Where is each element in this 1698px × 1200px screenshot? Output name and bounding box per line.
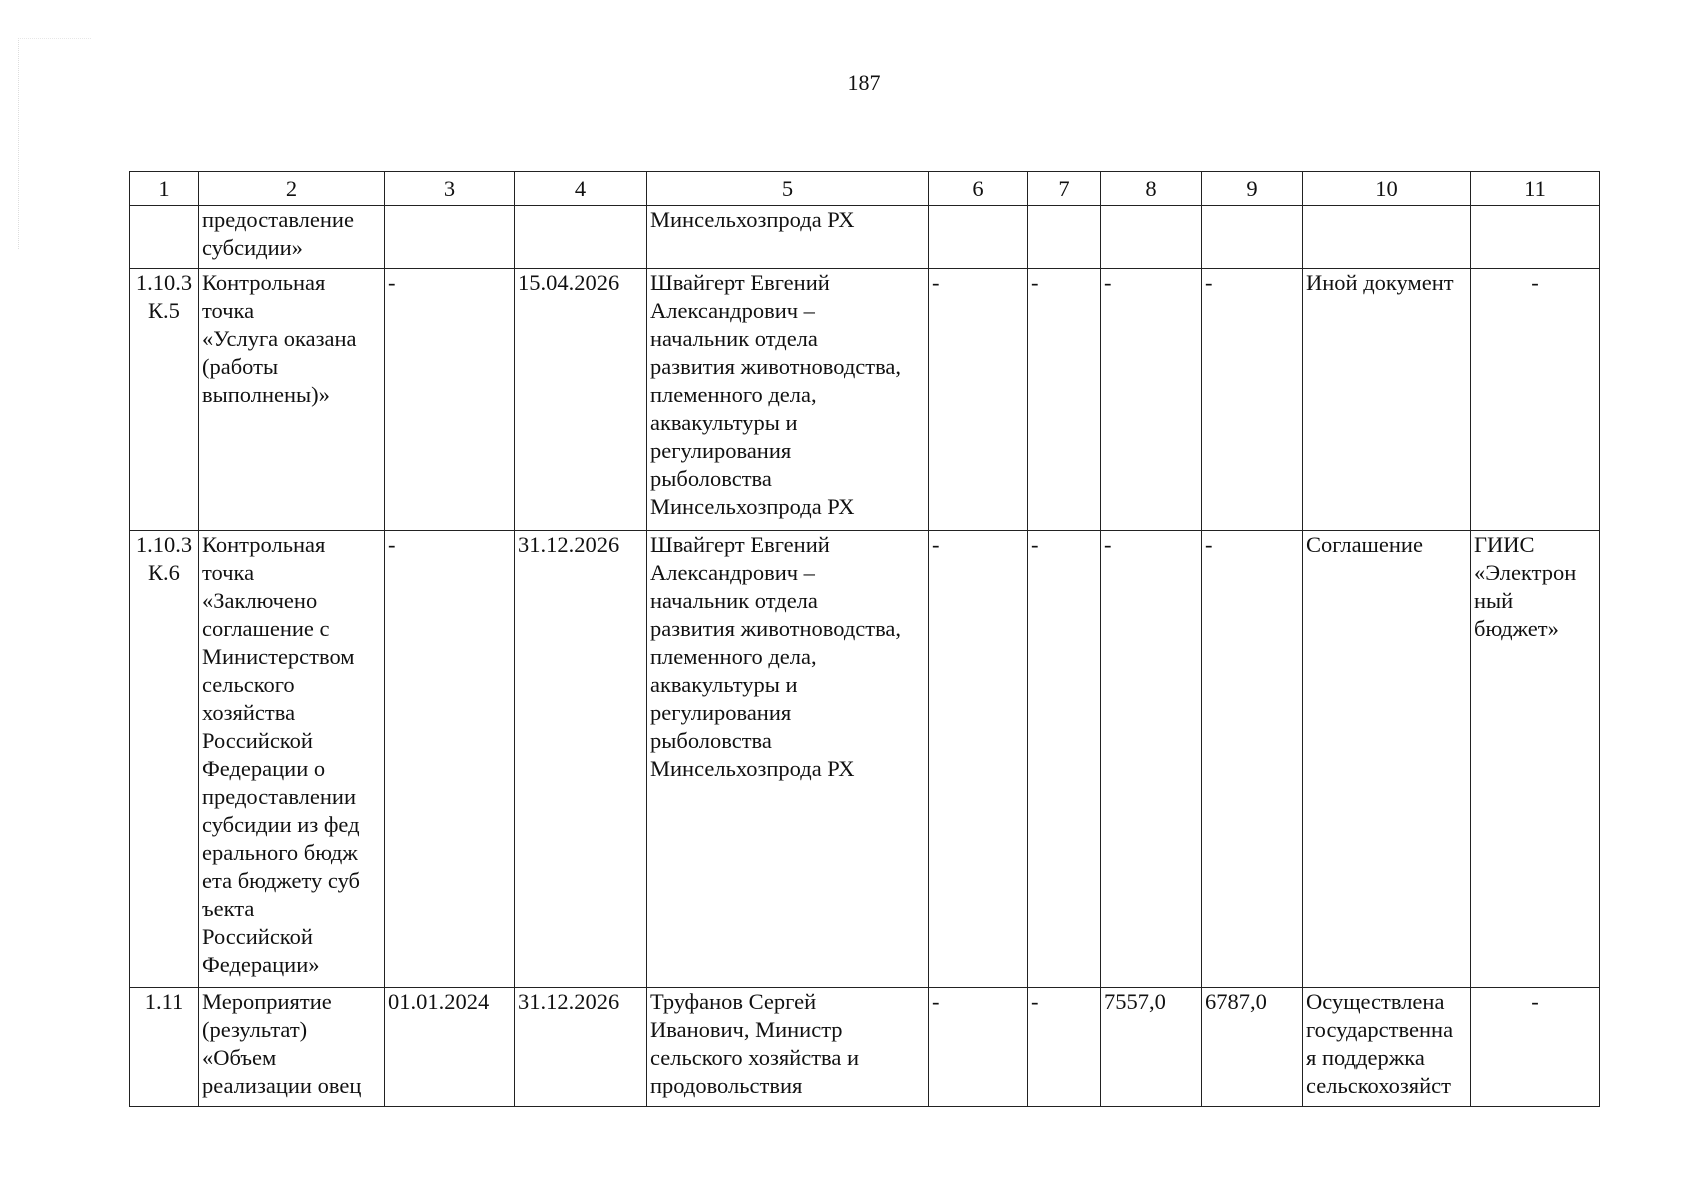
cell-line: государственна bbox=[1306, 1017, 1454, 1042]
cell-line: начальник отдела bbox=[650, 588, 818, 613]
cell-col8 bbox=[1101, 206, 1202, 269]
column-header: 9 bbox=[1202, 172, 1303, 206]
cell-line: я поддержка bbox=[1306, 1045, 1425, 1070]
cell-name bbox=[199, 206, 385, 269]
cell-line: Контрольная bbox=[202, 270, 326, 295]
cell-line: (результат) bbox=[202, 1017, 308, 1042]
cell-line: - bbox=[1531, 270, 1539, 295]
cell-line: 1.11 bbox=[144, 989, 184, 1014]
cell-line: реализации овец bbox=[202, 1073, 362, 1098]
column-header: 5 bbox=[647, 172, 929, 206]
cell-line: сельского bbox=[202, 672, 295, 697]
cell-name bbox=[199, 531, 385, 988]
cell-document bbox=[1303, 206, 1471, 269]
cell-line: «Электрон bbox=[1474, 560, 1577, 585]
cell-line: регулирования bbox=[650, 438, 792, 463]
cell-responsible bbox=[647, 269, 929, 531]
cell-line: рыболовства bbox=[650, 728, 772, 753]
cell-name bbox=[199, 988, 385, 1107]
cell-line: предоставлении bbox=[202, 784, 356, 809]
cell-start-date: 01.01.2024 bbox=[385, 988, 515, 1107]
cell-line: К.5 bbox=[148, 298, 180, 323]
cell-line: - bbox=[1531, 989, 1539, 1014]
cell-col6 bbox=[929, 206, 1028, 269]
cell-line: Осуществлена bbox=[1306, 989, 1445, 1014]
table-row bbox=[130, 206, 1600, 269]
cell-col6: - bbox=[929, 269, 1028, 531]
cell-number bbox=[130, 206, 199, 269]
column-header: 3 bbox=[385, 172, 515, 206]
cell-start-date: - bbox=[385, 531, 515, 988]
cell-col7: - bbox=[1028, 988, 1101, 1107]
cell-line: племенного дела, bbox=[650, 644, 817, 669]
cell-line: ерального бюдж bbox=[202, 840, 358, 865]
column-header: 10 bbox=[1303, 172, 1471, 206]
cell-col7: - bbox=[1028, 531, 1101, 988]
cell-line: Минсельхозпрода РХ bbox=[650, 756, 855, 781]
cell-line: ный bbox=[1474, 588, 1514, 613]
cell-end-date: 31.12.2026 bbox=[515, 531, 647, 988]
table-row bbox=[130, 531, 1600, 988]
table-row bbox=[130, 988, 1600, 1107]
cell-line: Иванович, Министр bbox=[650, 1017, 843, 1042]
cell-line: Швайгерт Евгений bbox=[650, 270, 830, 295]
cell-line: 1.10.3 bbox=[135, 270, 193, 295]
plan-table bbox=[129, 171, 1600, 1107]
cell-line: Иной документ bbox=[1306, 270, 1454, 295]
cell-number bbox=[130, 988, 199, 1107]
cell-line: Российской bbox=[202, 924, 313, 949]
cell-col9: - bbox=[1202, 269, 1303, 531]
cell-line: аквакультуры и bbox=[650, 672, 798, 697]
cell-line: продовольствия bbox=[650, 1073, 803, 1098]
cell-line: субсидии» bbox=[202, 235, 303, 260]
cell-line: ГИИС bbox=[1474, 532, 1535, 557]
cell-col9 bbox=[1202, 206, 1303, 269]
column-header: 8 bbox=[1101, 172, 1202, 206]
cell-col8: - bbox=[1101, 269, 1202, 531]
cell-line: выполнены)» bbox=[202, 382, 330, 407]
column-header: 2 bbox=[199, 172, 385, 206]
cell-line: рыболовства bbox=[650, 466, 772, 491]
cell-name bbox=[199, 269, 385, 531]
cell-line: Министерством bbox=[202, 644, 355, 669]
cell-line: сельскохозяйст bbox=[1306, 1073, 1451, 1098]
cell-document bbox=[1303, 269, 1471, 531]
cell-line: Федерации» bbox=[202, 952, 320, 977]
cell-system bbox=[1471, 206, 1600, 269]
cell-line: «Услуга оказана bbox=[202, 326, 357, 351]
cell-start-date bbox=[385, 206, 515, 269]
cell-line: 1.10.3 bbox=[135, 532, 193, 557]
cell-responsible bbox=[647, 206, 929, 269]
cell-line: «Объем bbox=[202, 1045, 277, 1070]
column-header: 4 bbox=[515, 172, 647, 206]
cell-line: регулирования bbox=[650, 700, 792, 725]
cell-line: «Заключено bbox=[202, 588, 318, 613]
cell-line: племенного дела, bbox=[650, 382, 817, 407]
cell-system bbox=[1471, 269, 1600, 531]
cell-line: аквакультуры и bbox=[650, 410, 798, 435]
cell-document bbox=[1303, 531, 1471, 988]
cell-line: развития животноводства, bbox=[650, 354, 902, 379]
cell-col8: - bbox=[1101, 531, 1202, 988]
column-header: 1 bbox=[130, 172, 199, 206]
cell-col7: - bbox=[1028, 269, 1101, 531]
cell-line: Александрович – bbox=[650, 298, 815, 323]
cell-line: точка bbox=[202, 560, 255, 585]
cell-col9: - bbox=[1202, 531, 1303, 988]
cell-line: субсидии из фед bbox=[202, 812, 360, 837]
cell-number bbox=[130, 531, 199, 988]
cell-number bbox=[130, 269, 199, 531]
cell-line: ета бюджету суб bbox=[202, 868, 361, 893]
cell-line: начальник отдела bbox=[650, 326, 818, 351]
cell-line: Минсельхозпрода РХ bbox=[650, 494, 855, 519]
cell-system bbox=[1471, 988, 1600, 1107]
cell-line: сельского хозяйства и bbox=[650, 1045, 860, 1070]
cell-responsible bbox=[647, 988, 929, 1107]
cell-line: Швайгерт Евгений bbox=[650, 532, 830, 557]
cell-col9: 6787,0 bbox=[1202, 988, 1303, 1107]
column-header: 7 bbox=[1028, 172, 1101, 206]
cell-col6: - bbox=[929, 988, 1028, 1107]
cell-line: соглашение с bbox=[202, 616, 330, 641]
cell-document bbox=[1303, 988, 1471, 1107]
page-number: 187 bbox=[847, 70, 881, 95]
column-header: 11 bbox=[1471, 172, 1600, 206]
cell-line: (работы bbox=[202, 354, 279, 379]
cell-line: хозяйства bbox=[202, 700, 296, 725]
cell-line: Мероприятие bbox=[202, 989, 332, 1014]
cell-line: развития животноводства, bbox=[650, 616, 902, 641]
cell-line: точка bbox=[202, 298, 255, 323]
cell-line: предоставление bbox=[202, 207, 354, 232]
cell-responsible bbox=[647, 531, 929, 988]
cell-line: Контрольная bbox=[202, 532, 326, 557]
cell-col8: 7557,0 bbox=[1101, 988, 1202, 1107]
cell-col6: - bbox=[929, 531, 1028, 988]
cell-system bbox=[1471, 531, 1600, 988]
table-header-row bbox=[130, 172, 1600, 206]
cell-start-date: - bbox=[385, 269, 515, 531]
cell-line: Соглашение bbox=[1306, 532, 1423, 557]
cell-line: К.6 bbox=[148, 560, 180, 585]
cell-line: Минсельхозпрода РХ bbox=[650, 207, 855, 232]
cell-line: Труфанов Сергей bbox=[650, 989, 817, 1014]
cell-line: Федерации о bbox=[202, 756, 326, 781]
cell-end-date: 15.04.2026 bbox=[515, 269, 647, 531]
cell-col7 bbox=[1028, 206, 1101, 269]
table-row bbox=[130, 269, 1600, 531]
column-header: 6 bbox=[929, 172, 1028, 206]
cell-line: Александрович – bbox=[650, 560, 815, 585]
cell-end-date bbox=[515, 206, 647, 269]
cell-end-date: 31.12.2026 bbox=[515, 988, 647, 1107]
cell-line: ъекта bbox=[202, 896, 255, 921]
cell-line: Российской bbox=[202, 728, 313, 753]
cell-line: бюджет» bbox=[1474, 616, 1559, 641]
